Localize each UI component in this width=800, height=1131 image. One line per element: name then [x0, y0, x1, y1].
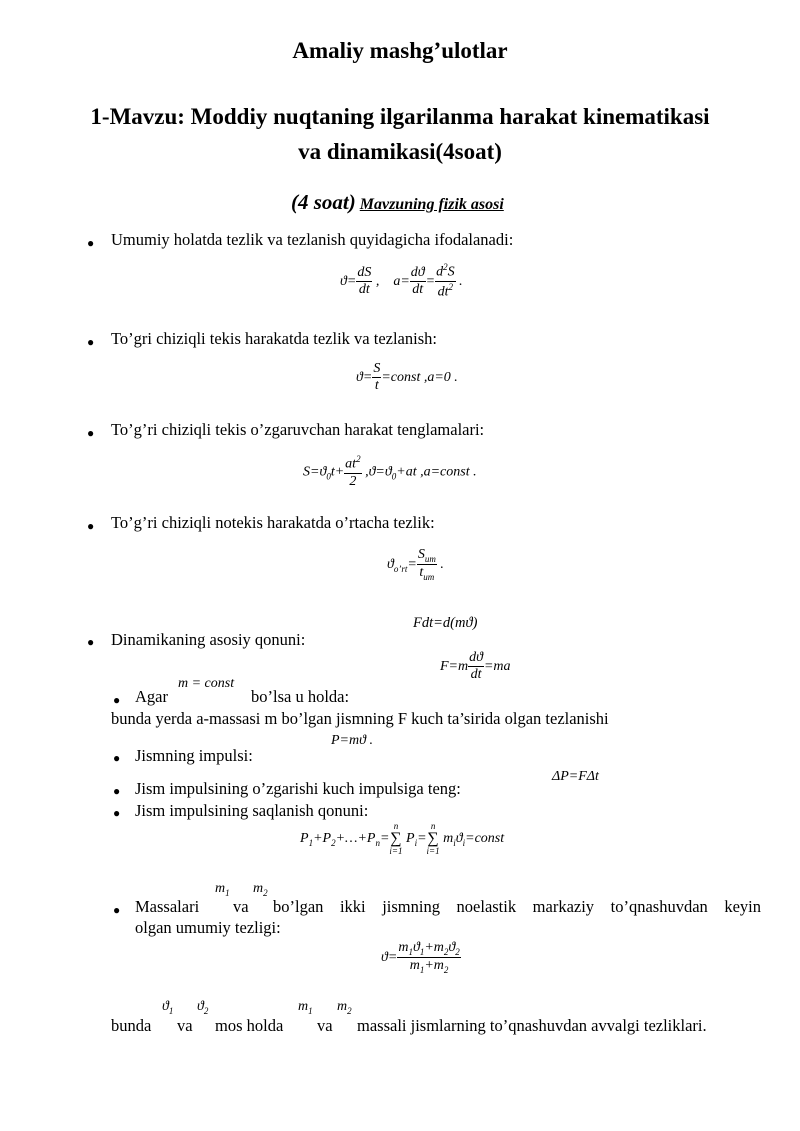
- bunda-line: bunda yerda a-massasi m bo’lgan jismning F kuch ta’sirida olgan tezlanishi: [111, 709, 609, 728]
- last-va2: va: [317, 1016, 333, 1035]
- impuls-text: Jismning impulsi:: [135, 746, 253, 765]
- topic-title-line2: va dinamikasi(4soat): [298, 139, 502, 164]
- mass-va: va: [233, 897, 249, 916]
- topic-title-line1: 1-Mavzu: Moddiy nuqtaning ilgarilanma harakat kinematikasi: [90, 104, 710, 129]
- formula-accelerated-motion: $S=ϑ_0t+$ $\frac{at^2}{2}$ $,ϑ=ϑ_0+at$ ,a=const .: [303, 454, 477, 489]
- bullet-impuls-change: ●: [113, 784, 121, 798]
- bullet-3: ●: [87, 426, 95, 440]
- agar-condition: m = const: [178, 676, 235, 691]
- formula-newton-second-law: F=m $\frac{dϑ}{dt}$ =ma: [440, 650, 511, 683]
- formula-impulse: P=mϑ .: [331, 733, 373, 748]
- bullet-1: ●: [87, 236, 95, 250]
- symbol-m1: $m_1$: [215, 881, 230, 898]
- mass-text-line2: olgan umumiy tezligi:: [135, 918, 281, 937]
- formula-average-velocity: $ϑ_{o’rt}=$ $\frac{S_{um}}{t_{um}}$ .: [387, 547, 444, 582]
- bullet-impuls: ●: [113, 751, 121, 765]
- item-5-text: Dinamikaning asosiy qonuni:: [111, 630, 306, 649]
- last-va1: va: [177, 1016, 193, 1035]
- symbol-last-m1: $m_1$: [298, 999, 313, 1016]
- formula-momentum-conservation: $P_1+P_2+\dots+P_n=$ n ∑ i=1 $P_i=$ n ∑ i=1 $m_iϑ_i=const$: [300, 821, 505, 856]
- symbol-last-m2: $m_2$: [337, 999, 352, 1016]
- formula-common-velocity: ϑ= $\frac{m_1ϑ_1+m_2ϑ_2}{m_1+m_2}$: [381, 940, 460, 975]
- impuls-cons-text: Jism impulsining saqlanish qonuni:: [135, 801, 369, 820]
- symbol-v1: $ϑ_1$: [162, 999, 174, 1016]
- impuls-change-text: Jism impulsining o’zgarishi kuch impulsiga teng:: [135, 779, 461, 798]
- formula-uniform-motion: ϑ= $\frac{S}{t}$ =const ,a=0 .: [356, 361, 458, 394]
- agar-text: Agar: [135, 687, 168, 706]
- item-3-text: To’g’ri chiziqli tekis o’zgaruvchan harakat tenglamalari:: [111, 420, 485, 439]
- hours-label: (4 soat): [291, 190, 356, 214]
- mass-text-rest: bo’lgan ikki jismning noelastik markaziy to’qnashuvdan keyin: [273, 897, 761, 916]
- bullet-5: ●: [87, 635, 95, 649]
- item-2-text: To’gri chiziqli tekis harakatda tezlik va tezlanish:: [111, 329, 437, 348]
- page-title: Amaliy mashg’ulotlar: [292, 38, 508, 63]
- bullet-agar: ●: [113, 693, 121, 707]
- last-mos: mos holda: [215, 1016, 284, 1035]
- symbol-m2: $m_2$: [253, 881, 268, 898]
- subtitle: [291, 190, 504, 215]
- last-rest: massali jismlarning to’qnashuvdan avvalgi tezliklari.: [357, 1016, 707, 1035]
- bullet-impuls-cons: ●: [113, 806, 121, 820]
- item-1-text: Umumiy holatda tezlik va tezlanish quyidagicha ifodalanadi:: [111, 230, 514, 249]
- formula-velocity-acceleration: ϑ= $\frac{dS}{dt}$ , a= $\frac{dϑ}{dt}$ = $\frac{d^2S}{dt^2}$ .: [340, 262, 463, 300]
- basis-label: Mavzuning fizik asosi: [359, 196, 504, 213]
- item-4-text: To’g’ri chiziqli notekis harakatda o’rtacha tezlik:: [111, 513, 435, 532]
- last-bunda: bunda: [111, 1016, 152, 1035]
- bullet-2: ●: [87, 335, 95, 349]
- bullet-mass: ●: [113, 903, 121, 917]
- formula-impulse-change: ΔP=FΔt: [552, 769, 599, 784]
- formula-fdt: Fdt=d(mϑ): [413, 615, 478, 631]
- mass-text-start: Massalari: [135, 897, 200, 916]
- symbol-v2: $ϑ_2$: [197, 999, 209, 1016]
- bullet-4: ●: [87, 519, 95, 533]
- agar-after-text: bo’lsa u holda:: [251, 687, 350, 706]
